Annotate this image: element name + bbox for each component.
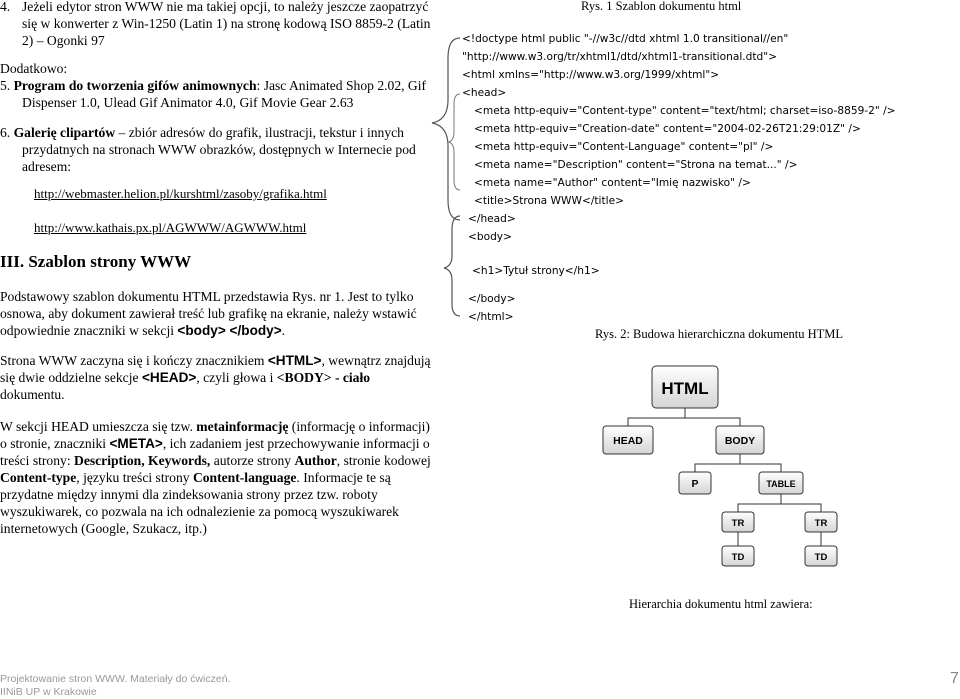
curly-brace-head <box>449 94 460 190</box>
node-body <box>716 426 764 454</box>
item-6-line-3: adresem: <box>22 159 72 174</box>
head-tag-code: <HEAD> <box>141 370 197 385</box>
para-3-line-1-end: (informację o informacji) <box>288 419 430 434</box>
description-keywords-term: Description, Keywords, <box>74 453 211 468</box>
item-number: 6. <box>0 125 11 140</box>
node-html <box>652 366 718 408</box>
code-line-13: <h1>Tytuł strony</h1> <box>472 265 600 277</box>
para-2-line-2-mid: , czyli głowa i <box>196 370 277 385</box>
para-3-line-5: przydatne między innymi dla zindeksowania strony przez tzw. roboty <box>0 487 378 502</box>
code-line-11: </head> <box>468 213 516 225</box>
code-line-10: <title>Strona WWW</title> <box>474 195 624 207</box>
node-td-1-label: TD <box>731 552 745 563</box>
code-line-9: <meta name="Author" content="Imię nazwisko" /> <box>474 177 751 189</box>
node-p <box>679 472 711 494</box>
item-number: 5. <box>0 78 11 93</box>
code-line-8: <meta name="Description" content="Strona na temat..." /> <box>474 159 798 171</box>
item-6 <box>0 124 416 175</box>
footer-line-1: Projektowanie stron WWW. Materiały do ćwiczeń. <box>0 673 231 685</box>
para-3-line-7: internetowych (Google, Szukacz, itp.) <box>0 521 207 536</box>
code-line-6: <meta http-equiv="Creation-date" content="2004-02-26T21:29:01Z" /> <box>474 123 861 135</box>
para-3-line-2: o stronie, znaczniki <box>0 436 110 451</box>
node-tr-1 <box>722 512 754 532</box>
node-tr-2 <box>805 512 837 532</box>
curly-brace-large <box>432 38 460 220</box>
para-2-line-3: dokumentu. <box>0 387 65 402</box>
item-5-rest: : Jasc Animated Shop 2.02, Gif <box>256 78 427 93</box>
para-1 <box>0 288 417 339</box>
item-6-rest: – zbiór adresów do grafik, ilustracji, tekstur i innych <box>115 125 404 140</box>
para-3-line-3: treści strony: <box>0 453 74 468</box>
para-2-line-2: się dwie oddzielne sekcje <box>0 370 142 385</box>
footer-line-2: IINiB UP w Krakowie <box>0 686 97 698</box>
code-line-3: <html xmlns="http://www.w3.org/1999/xhtml"> <box>462 69 720 81</box>
clipart-url-1[interactable]: http://webmaster.helion.pl/kurshtml/zasoby/grafika.html <box>34 186 327 201</box>
para-2 <box>0 352 431 403</box>
item-4-line-2: się w konwerter z Win-1250 (Latin 1) na stronę kodową ISO 8859-2 (Latin <box>22 16 431 31</box>
para-1-line-3: odpowiednie znaczniki w sekcji <box>0 323 178 338</box>
code-line-5: <meta http-equiv="Content-type" content="text/html; charset=iso-8859-2" /> <box>474 105 896 117</box>
curly-brace-body <box>444 216 460 316</box>
clipart-url-2[interactable]: http://www.kathais.px.pl/AGWWW/AGWWW.html <box>34 220 307 235</box>
node-table <box>759 472 803 494</box>
meta-tag-code: <META> <box>109 436 163 451</box>
node-tr-1-label: TR <box>731 518 745 529</box>
code-line-2: "http://www.w3.org/tr/xhtml1/dtd/xhtml1-transitional.dtd"> <box>462 51 777 63</box>
item-5-line-2: Dispenser 1.0, Ulead Gif Animator 4.0, Gif Movie Gear 2.63 <box>22 95 354 110</box>
node-head <box>603 426 653 454</box>
para-3-line-3-mid: autorze strony <box>210 453 295 468</box>
content-type-term: Content-type <box>0 470 77 485</box>
item-6-bold: Galerię clipartów <box>13 125 116 140</box>
para-2-line-1-end: , wewnątrz znajdują <box>321 353 431 368</box>
para-3-line-6: wyszukiwarek, co pozwala na ich odnalezienie za pomocą wyszukiwarek <box>0 504 399 519</box>
para-2-line-2-end: - ciało <box>331 370 371 385</box>
node-td-2-label: TD <box>814 552 828 563</box>
figure-1-caption: Rys. 1 Szablon dokumentu html <box>581 0 742 13</box>
item-4-line-3: 2) – Ogonki 97 <box>22 33 105 48</box>
node-head-label: HEAD <box>613 435 643 447</box>
para-1-line-1: Podstawowy szablon dokumentu HTML przedstawia Rys. nr 1. Jest to tylko <box>0 289 414 304</box>
code-line-15: </html> <box>468 311 514 323</box>
para-3-line-1: W sekcji HEAD umieszcza się tzw. <box>0 419 197 434</box>
metainformation-term: metainformację <box>196 419 289 434</box>
hierarchy-caption: Hierarchia dokumentu html zawiera: <box>629 597 813 611</box>
node-table-label: TABLE <box>766 479 796 489</box>
node-p-label: P <box>691 478 699 490</box>
node-body-label: BODY <box>724 435 756 447</box>
node-html-label: HTML <box>661 379 709 398</box>
brace-graphics <box>424 30 464 330</box>
item-5-bold: Program do tworzenia gifów animownych <box>13 78 257 93</box>
node-tr-2-label: TR <box>814 518 828 529</box>
extra-label: Dodatkowo: <box>0 61 68 76</box>
node-td-2 <box>805 546 837 566</box>
author-term: Author <box>294 453 337 468</box>
item-number: 4. <box>0 0 11 14</box>
item-5 <box>0 77 426 111</box>
para-3-line-4-end: . Informacje te są <box>296 470 391 485</box>
body-tag-code: <body> </body> <box>177 323 282 338</box>
para-1-line-2: osnowa, aby dokument zawierał treść lub grafikę na ekranie, należy wstawić <box>0 306 417 321</box>
para-3-line-3-end: , stronie kodowej <box>336 453 431 468</box>
code-line-14: </body> <box>468 293 516 305</box>
page-number: 7 <box>950 670 959 687</box>
code-line-12: <body> <box>468 231 512 243</box>
node-td-1 <box>722 546 754 566</box>
code-line-1: <!doctype html public "-//w3c//dtd xhtml 1.0 transitional//en" <box>462 33 789 45</box>
para-1-period: . <box>281 323 286 338</box>
section-heading: III. Szablon strony WWW <box>0 252 192 271</box>
html-tag-code: <HTML> <box>267 353 322 368</box>
para-3-line-4-mid: , języku treści strony <box>76 470 193 485</box>
code-line-7: <meta http-equiv="Content-Language" content="pl" /> <box>474 141 774 153</box>
content-language-term: Content-language <box>192 470 297 485</box>
hierarchy-diagram <box>540 350 920 590</box>
para-2-line-1: Strona WWW zaczyna się i kończy znacznikiem <box>0 353 268 368</box>
item-4-line-1: Jeżeli edytor stron WWW nie ma takiej opcji, to należy jeszcze zaopatrzyć <box>22 0 429 14</box>
body-tag-code-2: <BODY> <box>276 370 332 385</box>
para-3 <box>0 418 431 537</box>
figure-2-caption: Rys. 2: Budowa hierarchiczna dokumentu HTML <box>595 327 844 341</box>
code-line-4: <head> <box>462 87 507 99</box>
item-6-line-2: przydatnych na stronach WWW obrazków, dostępnych w Internecie pod <box>22 142 416 157</box>
para-3-line-2-end: , ich zadaniem jest przechowywanie informacji o <box>162 436 430 451</box>
